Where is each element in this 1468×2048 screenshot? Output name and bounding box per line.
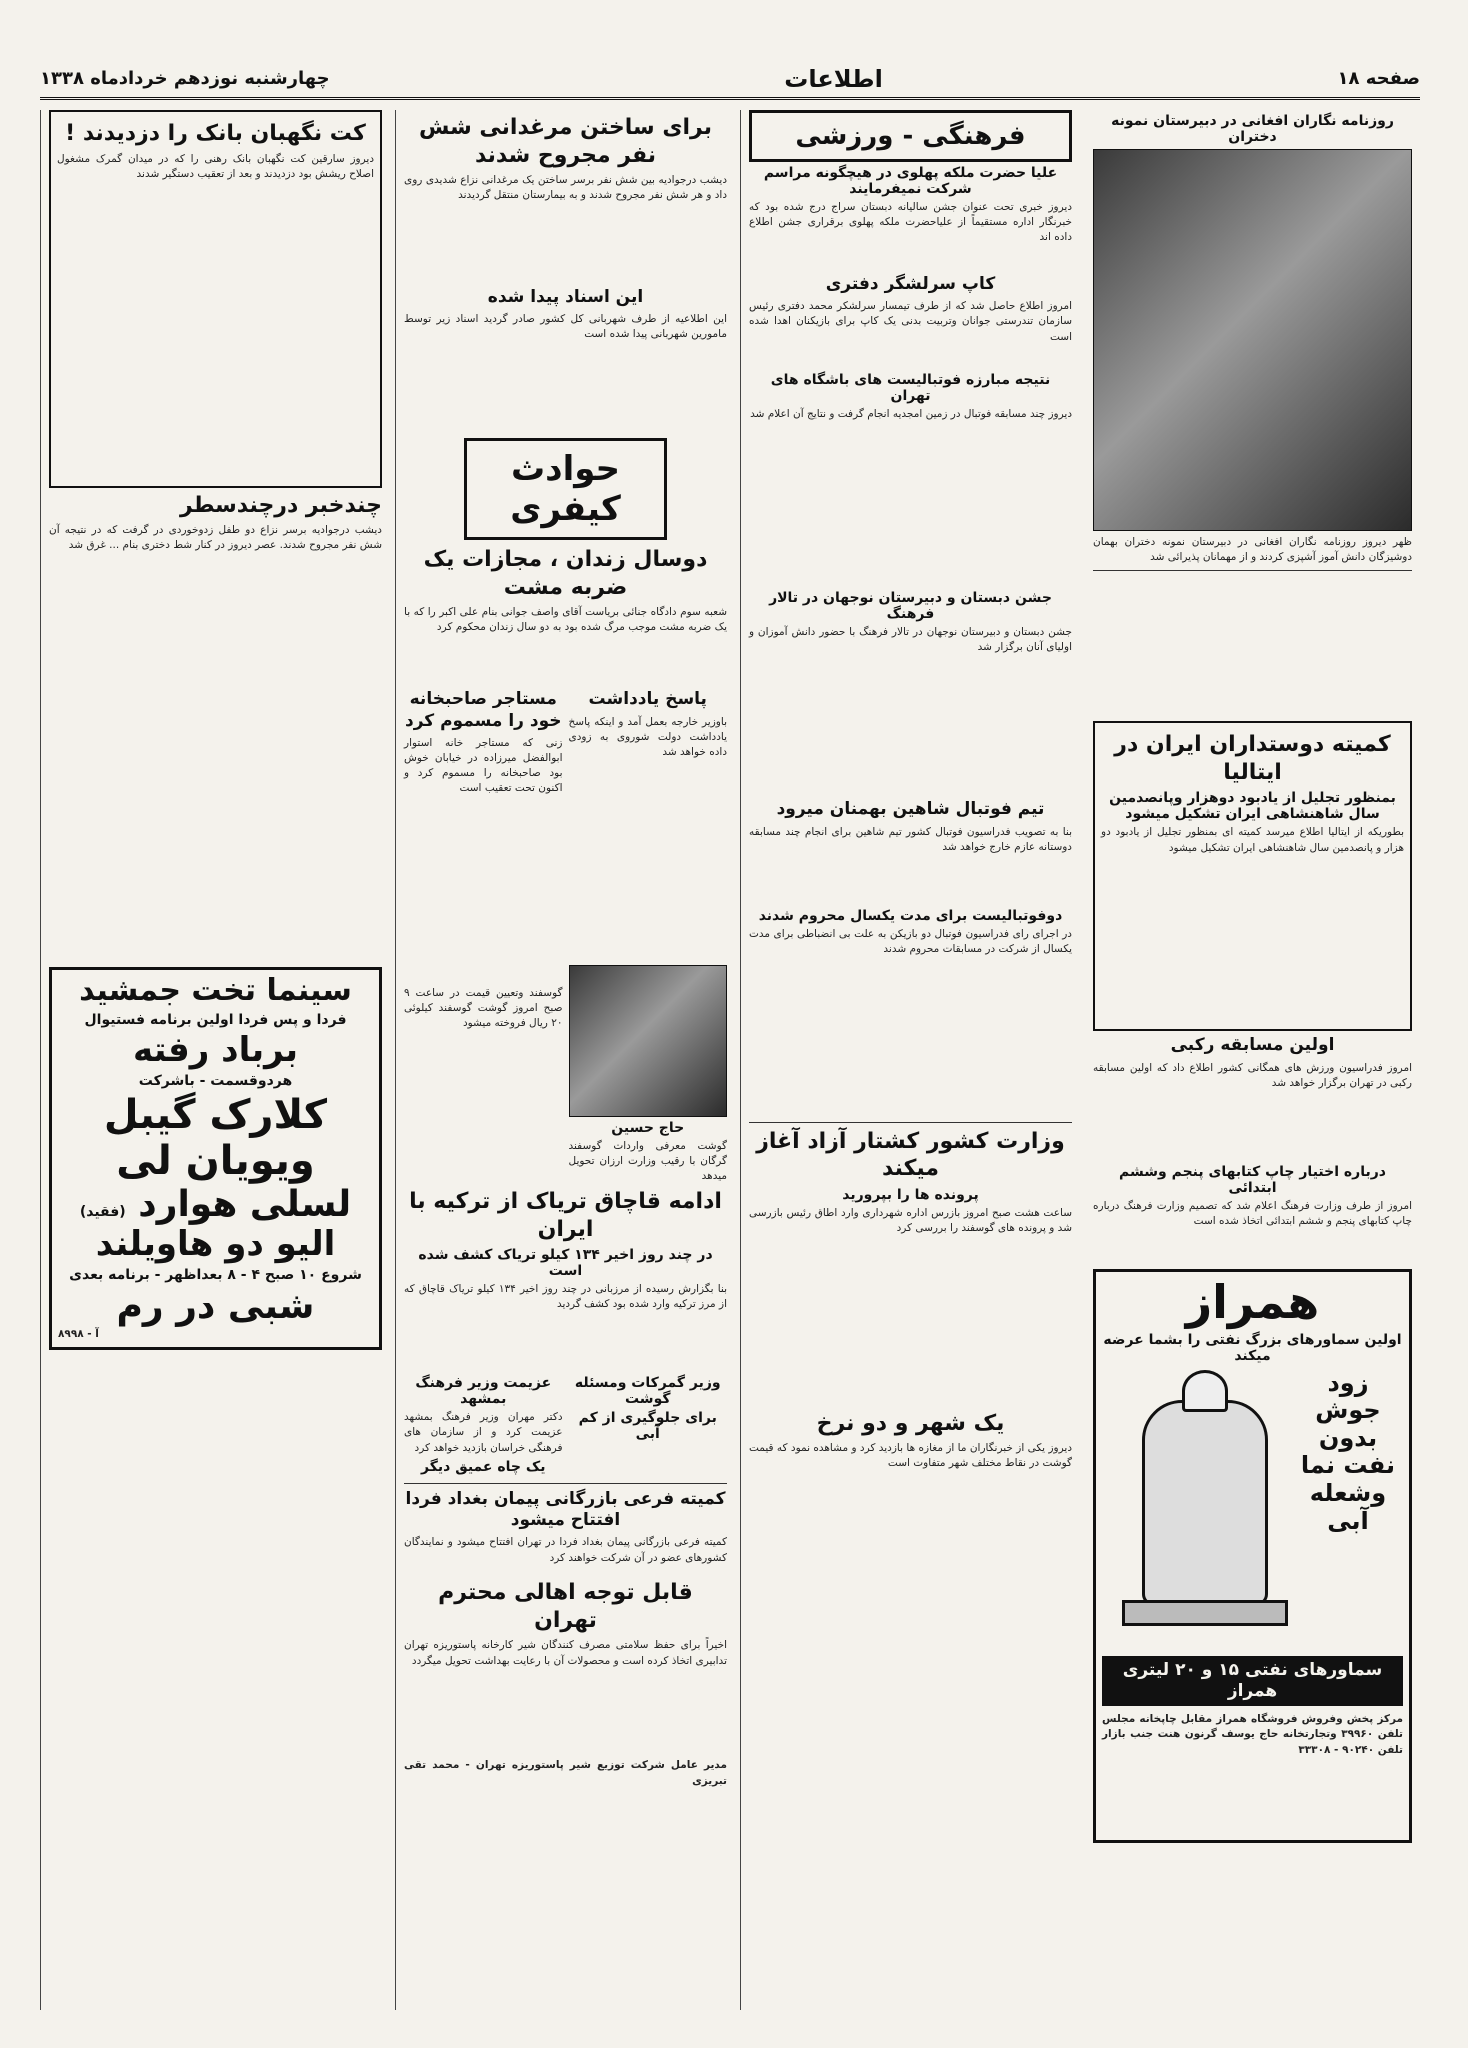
star-howard-note: (فقید) — [79, 1203, 126, 1220]
ban-headline: دوفوتبالیست برای مدت یکسال محروم شدند — [758, 907, 1063, 924]
contest-text: امروز فدراسیون ورزش های همگانی کشور اطلاع داد که اولین مسابقه رکبی در تهران برگزار خواهد شد — [1093, 1061, 1412, 1089]
bank-guard-text: دیروز سارقین کت نگهبان بانک رهنی را که در میدان گمرک مشغول اصلاح ریشش بود دزدیدند و بعد از تعقیب دستگیر شدند — [57, 152, 374, 180]
ad-side-text: زود جوش بدون نفت نما وشعله آبی — [1300, 1368, 1396, 1535]
coop-headline: برای ساختن مرغدانی شش نفر مجروح شدند — [419, 115, 712, 168]
cup-text: امروز اطلاع حاصل شد که از طرف تیمسار سرلشکر محمد دفتری رئیس سازمان تندرستی جوانان وتربیت بدنی یک کاپ برای بازیکنان اهدا شده است — [749, 300, 1072, 343]
sentence-text: شعبه سوم دادگاه جنائی بریاست آقای واصف جوانی بنام علی اکبر را که با یک ضربه مشت موجب مرگ شده بود به دو سال زندان محکوم کرد — [404, 606, 727, 634]
masthead: اطلاعات — [784, 64, 883, 93]
city-text: دیروز یکی از خبرنگاران ما از مغازه ها بازدید کرد و مشاهده نمود که قیمت گوشت در نقاط مختلف شهر متفاوت است — [749, 1442, 1072, 1470]
ad-brand: همراز — [1185, 1274, 1320, 1329]
column-3 — [395, 110, 735, 2010]
meat-price-text: گوسفند وتعیین قیمت در ساعت ۹ صبح امروز گوشت گوسفند کیلوئی ۲۰ ریال فروخته میشود — [404, 986, 563, 1030]
royal-text: دیروز خبری تحت عنوان جشن سالیانه دبستان سراج درج شده بود که خبرنگار اداره مستقیماً از علیاحضرت ملکه پهلوی برقراری جشن اطلاع داده اند — [749, 201, 1072, 244]
cinema-ad — [49, 967, 382, 1350]
opium-headline: ادامه قاچاق تریاک از ترکیه با ایران — [409, 1189, 722, 1242]
opium-subhead: در چند روز اخیر ۱۳۴ کیلو تریاک کشف شده است — [418, 1247, 713, 1280]
contest-headline: اولین مسابقه رکبی — [1170, 1035, 1335, 1056]
portrait-photo — [569, 965, 728, 1117]
column-2 — [740, 110, 1080, 2010]
ban-text: در اجرای رای فدراسیون فوتبال دو بازیکن به علت بی انضباطی برای مدت یکسال از شرکت در مسابقات محروم شدند — [749, 927, 1072, 955]
ad-slogan: اولین سماورهای بزرگ نفتی را بشما عرضه میکند — [1103, 1331, 1402, 1364]
culture-headline: عزیمت وزیر فرهنگ بمشهد — [415, 1375, 552, 1408]
cinema-subtitle: فردا و پس فردا اولین برنامه فستیوال — [84, 1011, 347, 1028]
coop-text: دیشب درجوادیه بین شش نفر برسر ساختن یک مرغدانی نزاع شدیدی روی داد و هر شش نفر مجروح شدند و به بیمارستان منتقل گردیدند — [404, 174, 727, 202]
inspect-headline: پرونده ها را بپرورید — [842, 1186, 979, 1203]
docs-headline: این اسناد پیدا شده — [487, 287, 644, 307]
football-text: دیروز چند مسابقه فوتبال در زمین امجدیه انجام گرفت و نتایج آن اعلام شد — [750, 408, 1072, 421]
team-text: بنا به تصویب فدراسیون فوتبال کشور تیم شاهین برای انجام چند مسابقه دوستانه عازم خارج خواهد شد — [749, 825, 1072, 853]
star-howard-name: لسلی هوارد — [138, 1183, 352, 1225]
cup-headline: کاپ سرلشگر دفتری — [825, 274, 996, 294]
portrait-name: حاج حسین — [611, 1119, 685, 1136]
notice-signature: مدیر عامل شرکت توزیع شیر پاستوریزه تهران - محمد تقی تبریزی — [404, 1759, 727, 1787]
school-headline: جشن دبستان و دبیرستان نوجهان در تالار فرهنگ — [769, 590, 1052, 623]
journalists-photo — [1093, 149, 1412, 531]
column-1 — [1085, 110, 1420, 2010]
star-havilland: الیو دو هاویلند — [95, 1223, 336, 1264]
issue-date: چهارشنبه نوزدهم خردادماه ۱۳۳۸ — [40, 68, 330, 89]
cinema-phone: آ - ۸۹۹۸ — [58, 1328, 99, 1341]
culture-text: دکتر مهران وزیر فرهنگ بمشهد عزیمت کرد و از سازمان های فرهنگی خراسان بازدید خواهد کرد — [404, 1411, 563, 1454]
cast-intro: هردوقسمت - باشرکت — [138, 1072, 293, 1089]
inspect-text: ساعت هشت صبح امروز بازرس اداره شهرداری وارد اطاق رئیس بازرسی شد و پرونده های گوسفند را بررسی کرد — [749, 1206, 1072, 1234]
page-number: صفحه ۱۸ — [1337, 68, 1420, 89]
photo-caption-text: ظهر دیروز روزنامه نگاران افغانی در دبیرستان نمونه دختران بهمان دوشیزگان دانش آموز آشپزی کردند و از مهمانان پذیرائی شد — [1093, 536, 1412, 564]
next-film: شبی در رم — [116, 1286, 315, 1328]
ad-footer: مرکز پخش وفروش فروشگاه همراز مقابل چاپخانه مجلس تلفن ۳۹۹۶۰ وتجارتخانه حاج یوسف گرنون هنت جنب بازار تلفن ۹۰۲۴۰ - ۳۳۳۰۸ — [1102, 1713, 1404, 1756]
page-header — [40, 60, 1420, 100]
star-gable: کلارک گیبل — [103, 1091, 328, 1138]
city-headline: یک شهر و دو نرخ — [816, 1410, 1005, 1436]
trade-text: کمیته فرعی بازرگانی پیمان بغداد فردا در تهران افتتاح میشود و نمایندگان کشورهای عضو در آن شرکت خواهند کرد — [404, 1536, 727, 1564]
sports-section-banner: فرهنگی - ورزشی — [749, 110, 1072, 162]
royal-headline: علیا حضرت ملکه پهلوی در هیچگونه مراسم شرکت نمیفرمایند — [763, 165, 1058, 197]
health-headline: برای جلوگیری از کم آبی — [578, 1410, 717, 1443]
reply-text: باوزیر خارجه بعمل آمد و اینکه پاسخ یادداشت دولت شوروی به زودی داده خواهد شد — [568, 715, 727, 758]
italy-story — [1093, 721, 1412, 1031]
portrait-caption: گوشت معرفی واردات گوسفند گرگان با رقیب وزارت ارزان تحویل میدهد — [568, 1139, 727, 1182]
bank-guard-headline: کت نگهبان بانک را دزدیدند ! — [65, 121, 366, 146]
star-leigh: ویویان لی — [116, 1137, 315, 1184]
photo-caption-title: روزنامه نگاران افغانی در دبیرستان نمونه دختران — [1111, 113, 1394, 145]
column-4 — [40, 110, 390, 2010]
ad-bottom: سماورهای نفتی ۱۵ و ۲۰ لیتری همراز — [1102, 1656, 1403, 1707]
italy-subhead: بمنظور تجلیل از یادبود دوهزار وپانصدمین سال شاهنشاهی ایران تشکیل میشود — [1109, 790, 1396, 823]
notice-text: اخیراً برای حفظ سلامتی مصرف کنندگان شیر کارخانه پاستوریزه تهران تدابیری اتخاذ کرده است و محصولات آن با رعایت بهداشت تحویل میگردد — [404, 1639, 727, 1667]
briefs-text: دیشب درجوادیه برسر نزاع دو طفل زدوخوردی در گرفت که در نتیجه آن شش نفر مجروح شدند. عصر دیروز در کنار شط دختری بنام ... غرق شد — [49, 524, 382, 552]
football-headline: نتیجه مبارزه فوتبالیست های باشگاه های تهران — [770, 372, 1051, 405]
cinema-name: سینما تخت جمشید — [79, 973, 352, 1008]
star-howard — [58, 1184, 373, 1225]
ministry-headline: وزارت کشور کشتار آزاد آغاز میکند — [756, 1128, 1065, 1181]
trade-headline: کمیته فرعی بازرگانی پیمان بغداد فردا افتتاح میشود — [405, 1488, 726, 1531]
film-title: برباد رفته — [132, 1029, 299, 1070]
samovar-ad — [1093, 1269, 1412, 1843]
italy-headline: کمیته دوستداران ایران در ایتالیا — [1114, 732, 1391, 785]
reply-headline: پاسخ یادداشت — [588, 689, 707, 710]
samovar-illustration — [1102, 1370, 1285, 1650]
opium-text: بنا بگزارش رسیده از مرزبانی در چند روز اخیر ۱۳۴ کیلو تریاک قاچاق که از مرز ترکیه وارد شده بود کشف گردید — [404, 1283, 728, 1311]
italy-text: بطوریکه از ایتالیا اطلاع میرسد کمیته ای بمنظور تجلیل از یادبود دو هزار و پانصدمین سال شاهنشاهی ایران تشکیل میشود — [1101, 826, 1404, 854]
well-headline: یک چاه عمیق دیگر — [421, 1458, 546, 1475]
docs-text: این اطلاعیه از طرف شهربانی کل کشور صادر گردید اسناد زیر توسط مامورین شهربانی پیدا شده است — [404, 313, 727, 341]
books-headline: درباره اختیار چاپ کتابهای پنجم وششم ابتدائی — [1119, 1163, 1386, 1196]
school-text: جشن دبستان و دبیرستان نوجهان در تالار فرهنگ با حضور دانش آموزان و اولیای آنان برگزار شد — [749, 626, 1072, 654]
showtimes: شروع ۱۰ صبح ۴ - ۸ بعداظهر - برنامه بعدی — [69, 1267, 362, 1284]
tenant-text: زنی که مستاجر خانه استوار ابوالفضل میرزاده در خیابان خوش بود صاحبخانه را مسموم کرد و اکنون تحت تعقیب است — [404, 736, 563, 795]
briefs-headline: چندخبر درچندسطر — [180, 492, 382, 518]
tenant-headline: مستاجر صاحبخانه خود را مسموم کرد — [404, 689, 562, 731]
notice-headline: قابل توجه اهالی محترم تهران — [438, 1580, 693, 1633]
crime-section-banner: حوادث کیفری — [464, 438, 667, 540]
customs-headline: وزیر گمرکات ومسئله گوشت — [574, 1375, 721, 1408]
team-headline: تیم فوتبال شاهین بهمنان میرود — [776, 799, 1045, 820]
sentence-headline: دوسال زندان ، مجازات یک ضربه مشت — [423, 547, 708, 600]
books-text: امروز از طرف وزارت فرهنگ اعلام شد که تصمیم وزارت فرهنگ درباره چاپ کتابهای پنجم و ششم ابتدائی اتخاذ شده است — [1093, 1199, 1412, 1227]
bank-guard-story — [49, 110, 382, 488]
